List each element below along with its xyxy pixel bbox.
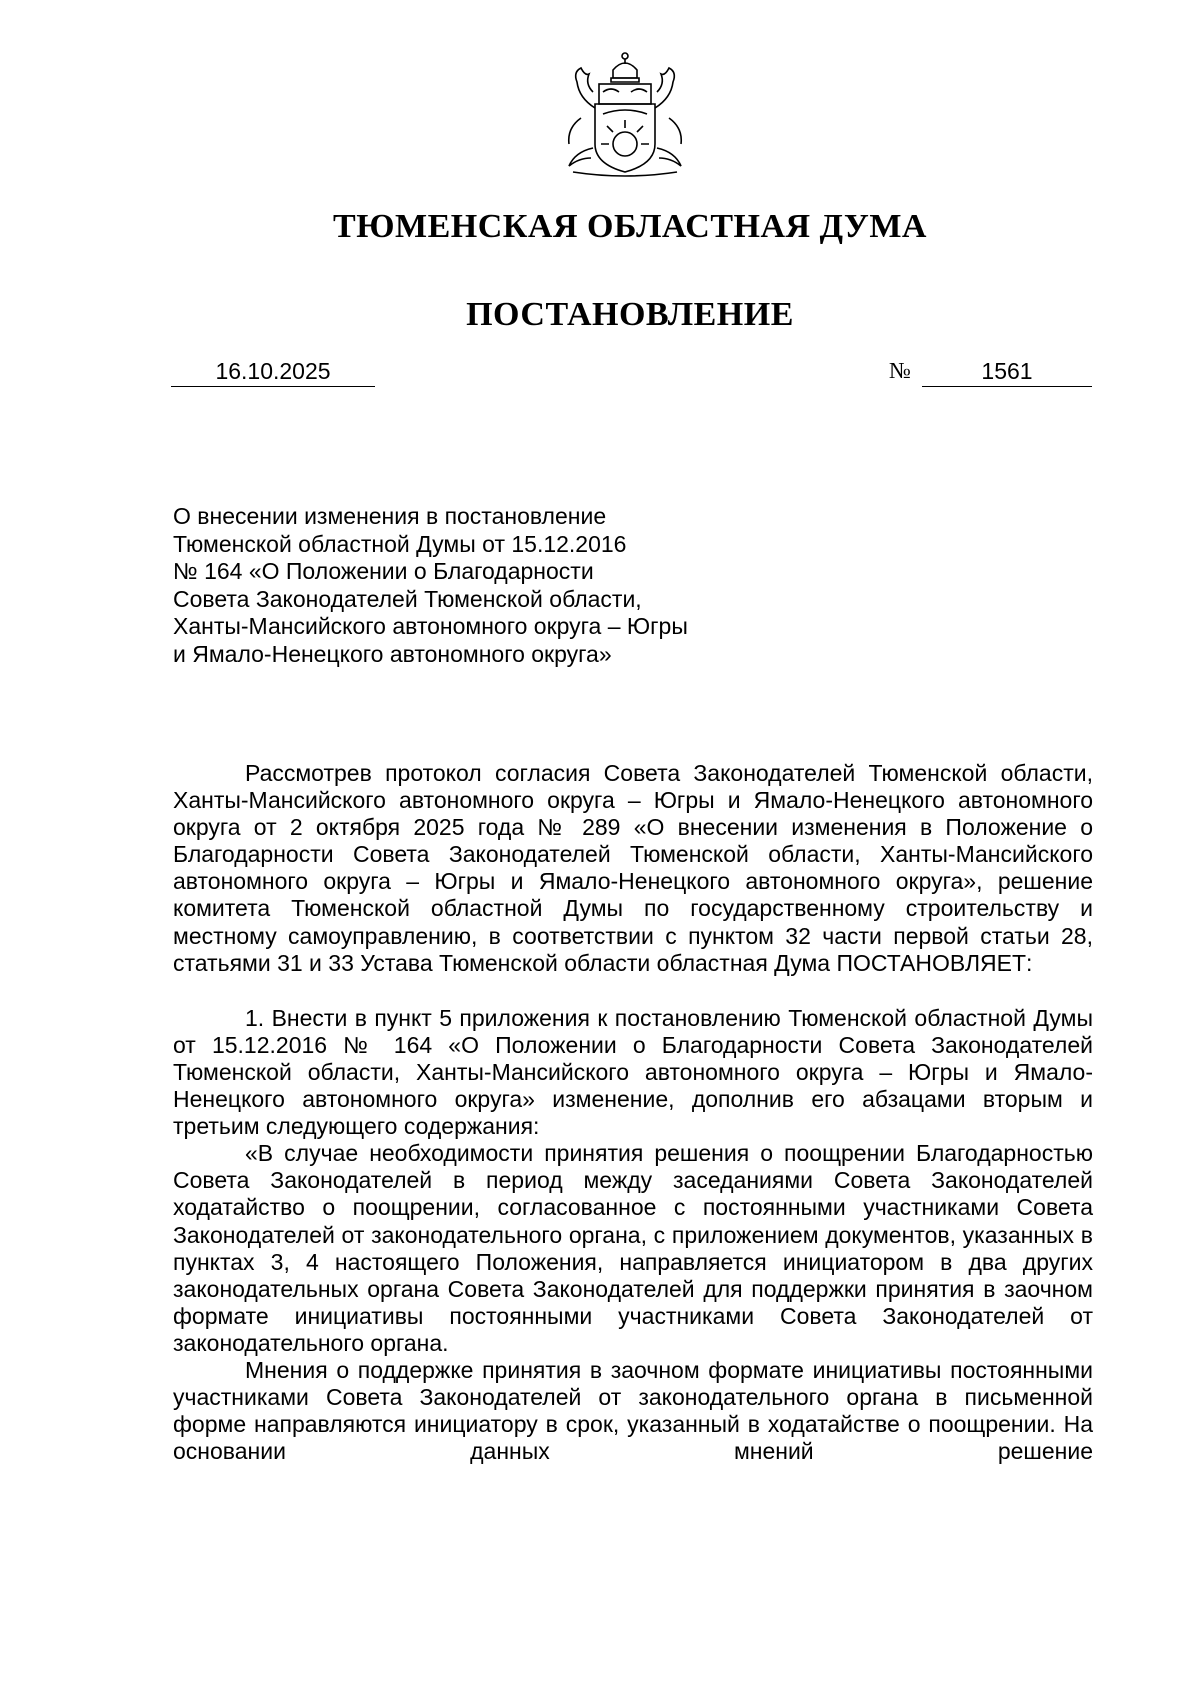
organization-title: ТЮМЕНСКАЯ ОБЛАСТНАЯ ДУМА [333,208,927,245]
document-type-title: ПОСТАНОВЛЕНИЕ [466,296,794,333]
preamble-paragraph: Рассмотрев протокол согласия Совета Законодателей Тюменской области, Ханты-Мансийского автономного округа – Югры и Ямало-Ненецкого автономного округа от 2 октября 2025 года № 289 «О внесении изменения в Положение о Благодарности Совета Законодателей Тюменской области, Ханты-Мансийского автономного округа – Югры и Ямало-Ненецкого автономного округа», решение комитета Тюменской областной Думы по государственному строительству и местному самоуправлению, в соответствии с пунктом 32 части первой статьи 28, статьями 31 и 33 Устава Тюменской области областная Дума ПОСТАНОВЛЯЕТ: [173,760,1093,976]
quote-paragraph-1: «В случае необходимости принятия решения о поощрении Благодарностью Совета Законодателей в период между заседаниями Совета Законодателей ходатайство о поощрении, согласованное с постоянными участниками Совета Законодателей от законодательного органа, с приложением документов, указанных в пунктах 3, 4 настоящего Положения, направляется инициатором в два других законодательных органа Совета Законодателей для поддержки принятия в заочном формате инициативы постоянными участниками Совета Законодателей от законодательного органа. [173,1140,1093,1356]
subject-line: Ханты-Мансийского автономного округа – Югры [173,613,688,640]
subject-line: Тюменской областной Думы от 15.12.2016 [173,530,627,557]
subject-line: и Ямало-Ненецкого автономного округа» [173,640,612,667]
item-1-paragraph: 1. Внести в пункт 5 приложения к постановлению Тюменской областной Думы от 15.12.2016 № 164 «О Положении о Благодарности Совета Законодателей Тюменской области, Ханты-Мансийского автономного округа – Югры и Ямало-Ненецкого автономного округа» изменение, дополнив его абзацами вторым и третьим следующего содержания: [173,1004,1093,1140]
subject-line: № 164 «О Положении о Благодарности [173,558,594,585]
quote-paragraph-2: Мнения о поддержке принятия в заочном формате инициативы постоянными участниками Совета Законодателей от законодательного органа в письменной форме направляются инициатору в срок, указанный в ходатайстве о поощрении. На основании данных мнений решение [173,1356,1093,1465]
coat-of-arms-icon [555,48,695,178]
subject-line: Совета Законодателей Тюменской области, [173,585,642,612]
document-subject [173,503,773,669]
number-sign: № [889,358,911,383]
subject-line: О внесении изменения в постановление [173,503,607,529]
document-date: 16.10.2025 [171,356,375,387]
paragraph-gap [173,977,1093,1005]
document-number: 1561 [922,356,1092,387]
document-body [173,760,1093,1465]
